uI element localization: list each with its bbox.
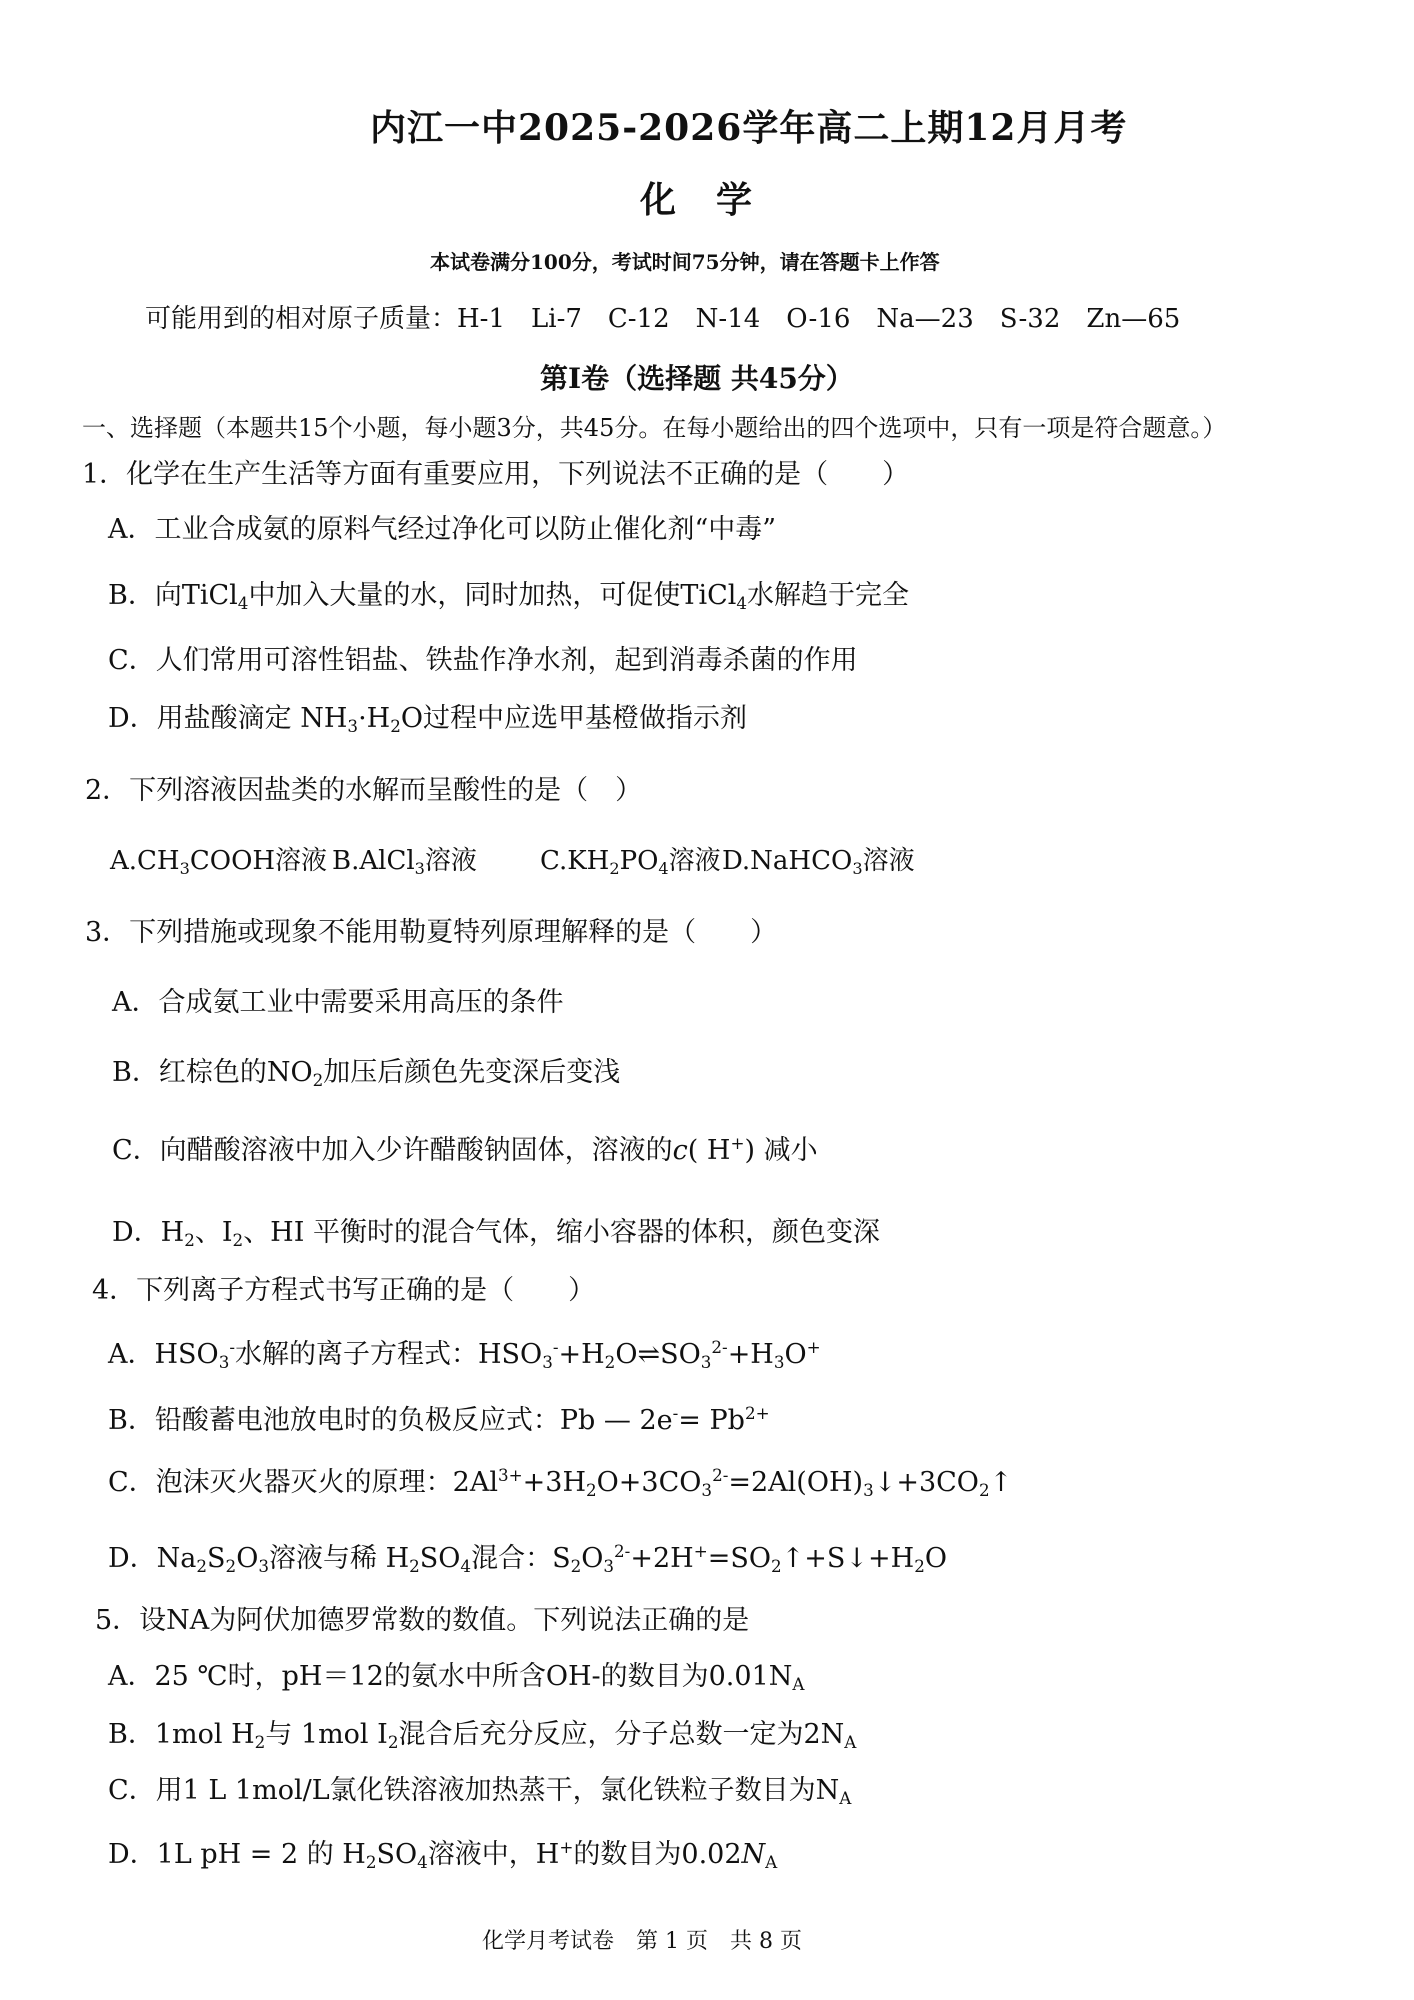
- question-1-option-b: B．向TiCl$_4$中加入大量的水，同时加热，可促使TiCl$_4$水解趋于完全: [108, 580, 910, 614]
- question-4-option-b: B．铅酸蓄电池放电时的负极反应式：Pb — $2e^-= Pb^{2+}$: [108, 1402, 770, 1436]
- question-2-option-d: D.NaHCO$_3$溶液: [722, 846, 915, 878]
- question-1-stem: 1．化学在生产生活等方面有重要应用，下列说法不正确的是（ ）: [82, 459, 910, 490]
- exam-title: 内江一中2025-2026学年高二上期12月月考: [370, 107, 1128, 149]
- question-4-option-d: D．$Na_2S_2O_3$溶液与稀 $H_2SO_4$混合：$S_2O_3^{2-}+2H^+=SO_2↑+S↓+H_2O$: [108, 1540, 947, 1577]
- question-2-option-a: $A.CH_3COOH$溶液: [110, 846, 328, 878]
- exam-note: 本试卷满分100分，考试时间75分钟，请在答题卡上作答: [430, 250, 940, 274]
- question-4-stem: 4．下列离子方程式书写正确的是（ ）: [92, 1275, 596, 1306]
- question-1-option-a: A．工业合成氨的原料气经过净化可以防止催化剂“中毒”: [108, 514, 777, 545]
- question-5-option-a: A．25 ℃时，pH＝12的氨水中所含OH-的数目为$0.01N_A$: [108, 1661, 805, 1695]
- question-5-option-d: D．1L pH = 2 的 $H_2SO_4$溶液中，H+的数目为$0.02N_A$: [108, 1836, 778, 1873]
- question-5-option-c: C．用1 L 1mol/L氯化铁溶液加热蒸干，氯化铁粒子数目为$N_A$: [108, 1775, 852, 1809]
- section-instructions: 一、选择题（本题共15个小题，每小题3分，共45分。在每小题给出的四个选项中，只有一项是符合题意。）: [82, 414, 1227, 442]
- question-1-option-c: C．人们常用可溶性铝盐、铁盐作净水剂，起到消毒杀菌的作用: [108, 645, 858, 676]
- question-4-option-c: C．泡沫灭火器灭火的原理：$2Al^{3+}+3H_2O+3CO_3^{2-}=2Al(OH)_3↓+3CO_2↑$: [108, 1464, 1013, 1501]
- question-2-stem: 2．下列溶液因盐类的水解而呈酸性的是（ ）: [85, 775, 643, 806]
- atomic-mass-line: 可能用到的相对原子质量：H-1 Li-7 C-12 N-14 O-16 Na—23 S-32 Zn—65: [145, 304, 1181, 334]
- page-footer: 化学月考试卷 第 1 页 共 8 页: [482, 1929, 802, 1954]
- question-1-option-d: D．用盐酸滴定 $NH_3\cdot H_2O$过程中应选甲基橙做指示剂: [108, 703, 747, 737]
- section-title: 第Ⅰ卷（选择题 共45分）: [540, 362, 854, 395]
- question-4-option-a: A．$HSO_3^-$水解的离子方程式：$HSO_3^-+H_2O\rightleftharpoons SO_3^{2-}+H_3O^+$: [108, 1336, 821, 1373]
- question-3-option-d: D．$H_2$、$I_2$、HI 平衡时的混合气体，缩小容器的体积，颜色变深: [112, 1217, 880, 1251]
- subject-title: 化学: [640, 179, 793, 221]
- question-5-stem: 5．设NA为阿伏加德罗常数的数值。下列说法正确的是: [95, 1605, 750, 1636]
- question-3-option-b: B．红棕色的$NO_2$加压后颜色先变深后变浅: [112, 1057, 621, 1091]
- question-3-option-c: C．向醋酸溶液中加入少许醋酸钠固体，溶液的c( H+) 减小: [112, 1132, 818, 1166]
- question-5-option-b: B．1mol $H_2$与 1mol $I_2$混合后充分反应，分子总数一定为$2N_A$: [108, 1719, 857, 1753]
- question-3-stem: 3．下列措施或现象不能用勒夏特列原理解释的是（ ）: [85, 917, 778, 948]
- question-2-option-c: $C.KH_2PO_4$溶液: [540, 846, 721, 878]
- question-3-option-a: A．合成氨工业中需要采用高压的条件: [112, 987, 564, 1018]
- question-2-option-b: B.AlCl$_3$溶液: [332, 846, 477, 878]
